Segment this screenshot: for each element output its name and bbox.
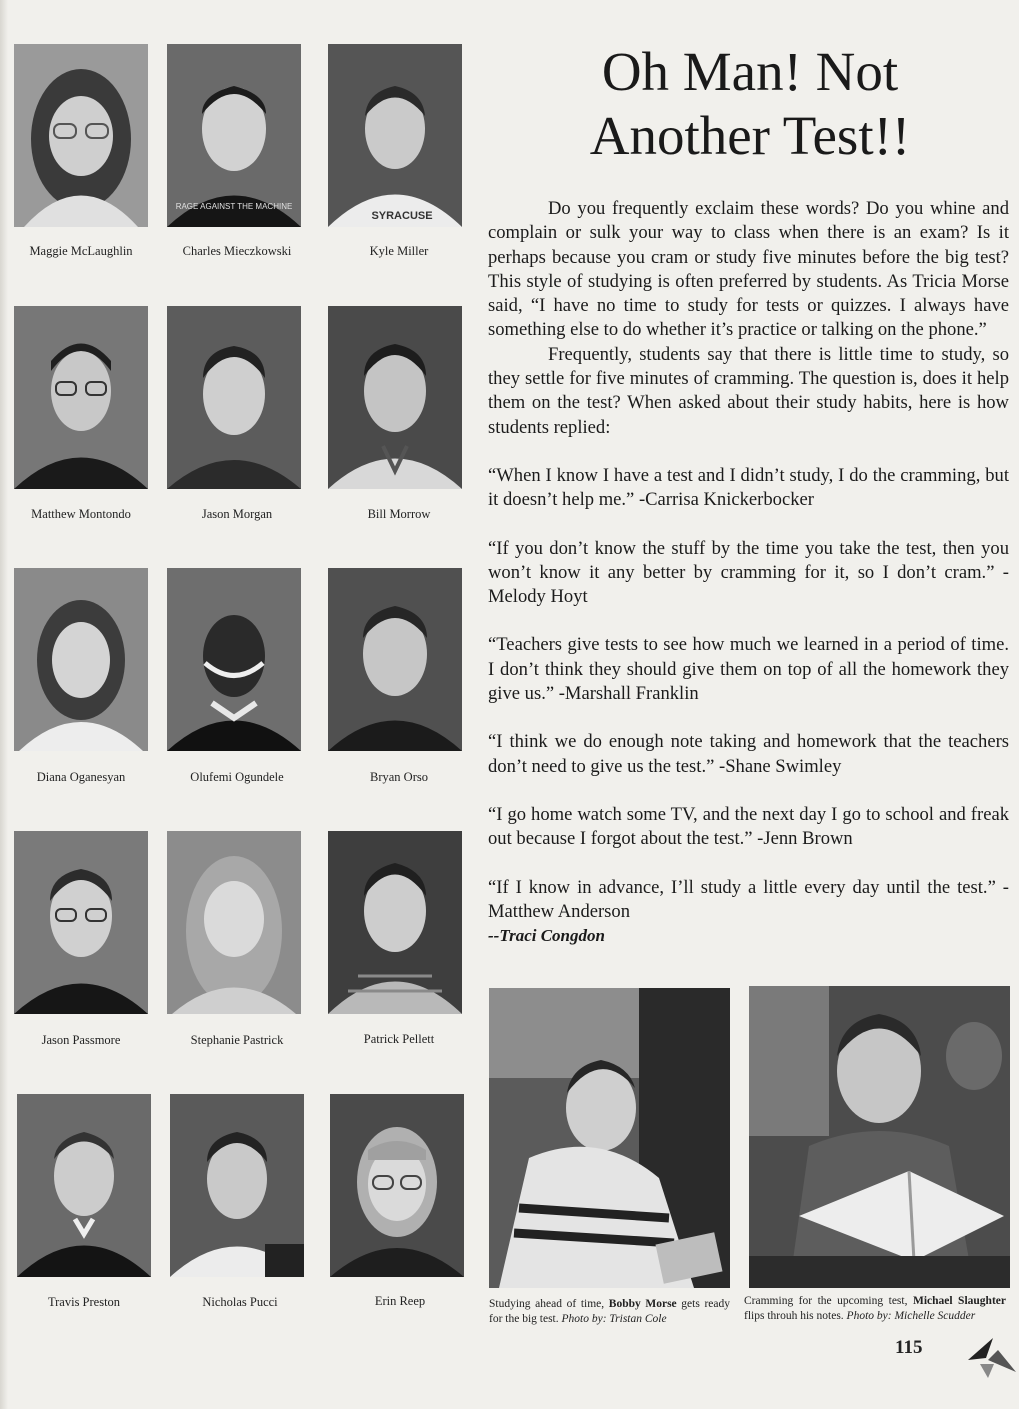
article-title-line: Another Test!! [589, 105, 911, 166]
portrait-name: Diana Oganesyan [36, 770, 126, 784]
portrait-name: Bill Morrow [367, 507, 431, 521]
student-quote: “If I know in advance, I’ll study a little every day until the test.” -Matthew Anderson [488, 876, 1009, 922]
article-title [488, 40, 1012, 168]
photo-caption-left [489, 1297, 730, 1327]
caption-subject: Michael Slaughter [912, 1295, 1006, 1307]
student-quote: “Teachers give tests to see how much we learned in a period of time. I don’t think they should give them on top of all the homework they give us.” -Marshall Franklin [488, 634, 1009, 705]
portrait-photo [328, 568, 462, 751]
student-quote: “If you don’t know the stuff by the time you take the test, then you won’t know it any better by cramming for it, so I don’t cram.” -Melody Hoyt [488, 537, 1009, 608]
portrait-name: Erin Reep [374, 1294, 426, 1308]
portrait-photo [170, 1094, 304, 1277]
portrait-photo [167, 44, 301, 227]
caption-subject: Bobby Morse [608, 1298, 677, 1310]
portrait-name: Bryan Orso [370, 770, 428, 784]
photo-credit: Photo by: Michelle Scudder [846, 1310, 976, 1322]
student-quote: “I think we do enough note taking and homework that the teachers don’t need to give us the test.” -Shane Swimley [488, 731, 1009, 777]
portrait-photo [167, 831, 301, 1014]
page-number: 115 [895, 1337, 923, 1358]
portrait-photo [167, 306, 301, 489]
portrait-photo [14, 568, 148, 751]
caption-text: gets ready for the big test. [489, 1298, 730, 1325]
portrait-name: Kyle Miller [369, 244, 429, 258]
portrait-photo [330, 1094, 464, 1277]
article-paragraph: Frequently, students say that there is little time to study, so they settle for five minutes of cramming. The question is, does it help them on the test? When asked about their study habits, here is how students replied: [488, 343, 1009, 438]
candid-photo-right [749, 986, 1010, 1288]
portrait-photo [17, 1094, 151, 1277]
article-paragraph: Do you frequently exclaim these words? Do you whine and complain or sulk your way to class when there is an exam? Is it perhaps because you cram or study five minutes before the big test? This style of studying is often preferred by students. As Tricia Morse said, “I have no time to study for tests or quizzes. I always have something else to do whether it’s practice or talking on the phone.” [488, 198, 1009, 341]
portrait-name: Matthew Montondo [31, 507, 131, 521]
article-byline: --Traci Congdon [488, 926, 605, 946]
portrait-photo [14, 44, 148, 227]
portrait-name: Jason Passmore [41, 1033, 121, 1047]
shirt-print: RAGE AGAINST THE MACHINE [175, 202, 293, 211]
portrait-name: Nicholas Pucci [202, 1295, 278, 1309]
student-quote: “I go home watch some TV, and the next day I go to school and freak out because I forgot about the test.” -Jenn Brown [488, 803, 1009, 850]
caption-text: Cramming for the upcoming test, [744, 1295, 913, 1307]
portrait-photo [328, 306, 462, 489]
article-body [488, 197, 1009, 948]
portrait-photo [14, 831, 148, 1014]
page-binding-edge [0, 0, 8, 1409]
portrait-name: Charles Mieczkowski [182, 244, 292, 258]
portrait-photo [14, 306, 148, 489]
portrait-name: Stephanie Pastrick [190, 1033, 284, 1047]
shirt-print: SYRACUSE [371, 210, 433, 222]
portrait-photo [328, 831, 462, 1014]
portrait-name: Patrick Pellett [363, 1032, 435, 1046]
portrait-name: Jason Morgan [201, 507, 273, 521]
candid-photo-left [489, 988, 730, 1288]
article-title-line: Oh Man! Not [601, 41, 899, 102]
portrait-name: Travis Preston [47, 1295, 121, 1309]
corner-arrow-icon [958, 1330, 1018, 1380]
caption-text: Studying ahead of time, [489, 1298, 609, 1310]
student-quote: “When I know I have a test and I didn’t study, I do the cramming, but it doesn’t help me.” -Carrisa Knickerbocker [488, 464, 1009, 511]
photo-caption-right [744, 1294, 1006, 1324]
portrait-name: Maggie McLaughlin [29, 244, 133, 258]
portrait-photo [167, 568, 301, 751]
caption-text: flips throuh his notes. [744, 1310, 847, 1322]
portrait-name: Olufemi Ogundele [190, 770, 284, 784]
portrait-photo [328, 44, 462, 227]
photo-credit: Photo by: Tristan Cole [561, 1313, 667, 1325]
